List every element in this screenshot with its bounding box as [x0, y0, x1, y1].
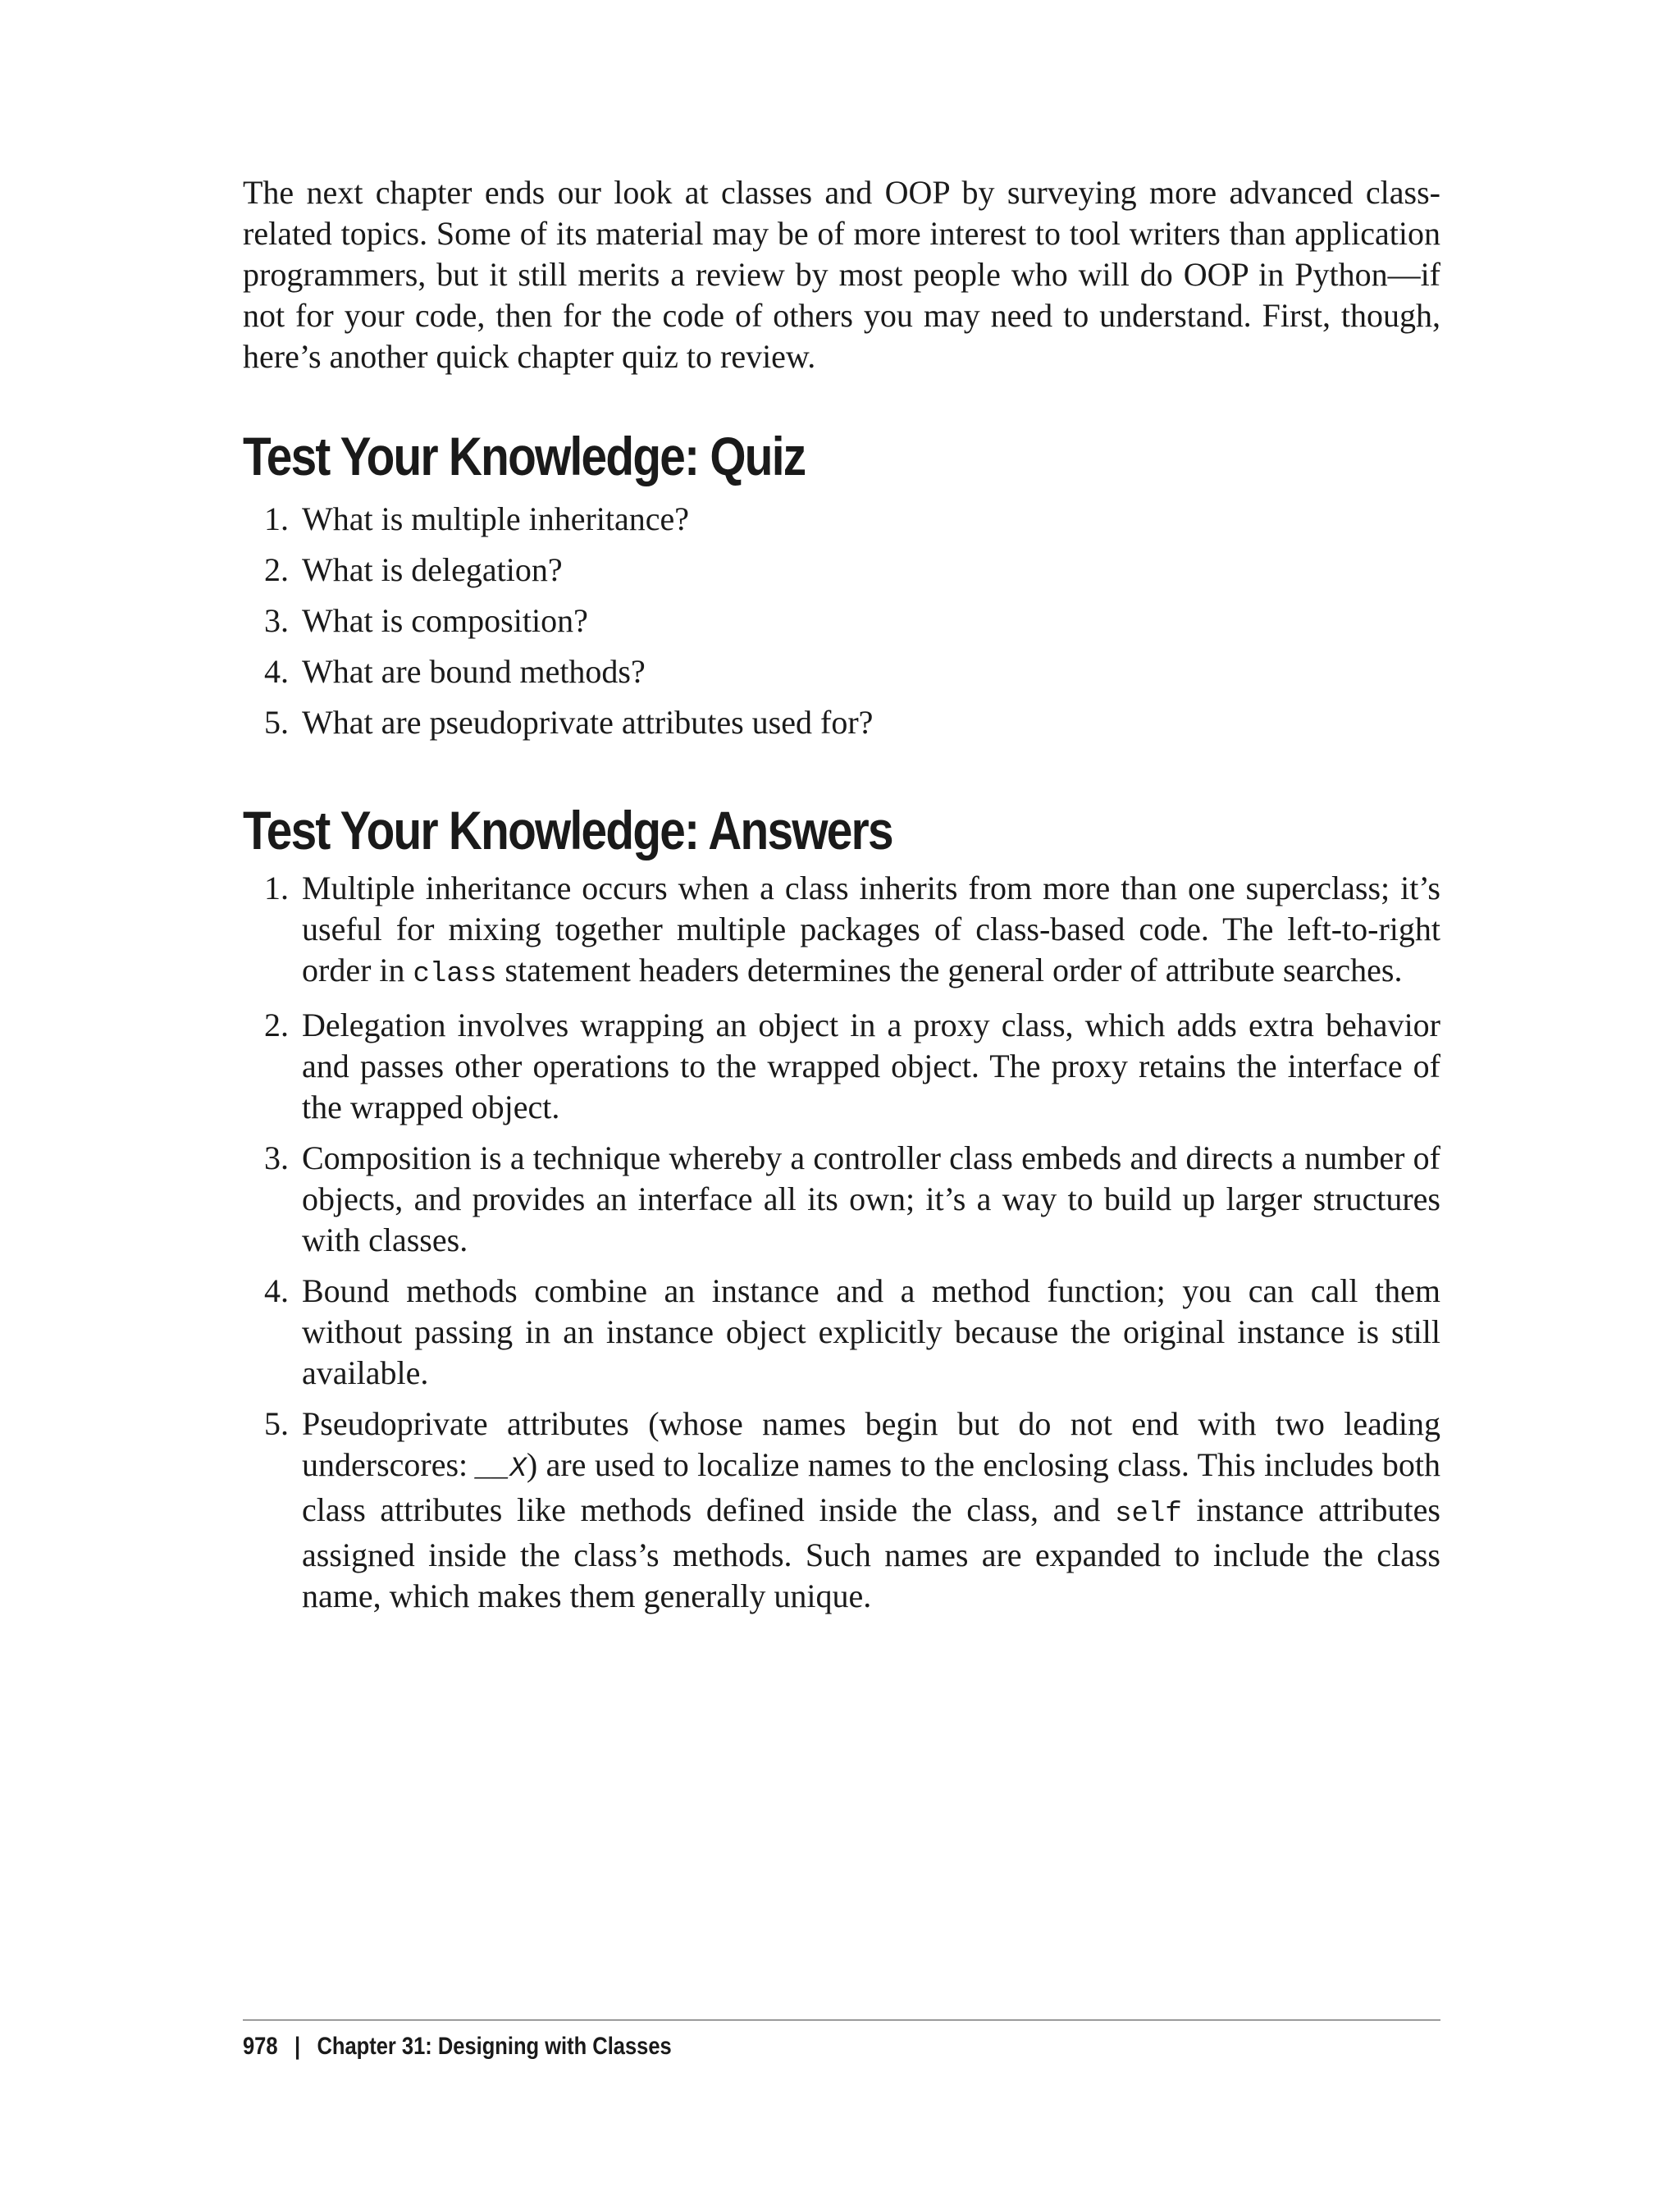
answer-text: Composition is a technique whereby a controller class embeds and directs a number of objects, and provides an interface all its own; it’s a way to build up larger structures with classes. [302, 1139, 1440, 1258]
answer-item [243, 1005, 1440, 1128]
quiz-item-text: What are bound methods? [302, 653, 646, 690]
page-number: 978 [243, 2033, 278, 2060]
answer-item-number: 2 . [256, 1005, 289, 1046]
inline-code: __X [476, 1454, 527, 1485]
quiz-item [243, 545, 1440, 596]
answers-heading: Test Your Knowledge: Answers [243, 800, 892, 861]
answer-text: Pseudoprivate attributes (whose names begin but do not end with two leading underscores: [302, 1405, 1440, 1483]
page-footer [243, 2033, 672, 2061]
answer-text: Multiple inheritance occurs when a class inherits from more than one superclass; it’s useful for mixing together multiple packages of class-based code. The left-to-right order in [302, 870, 1440, 988]
quiz-item-number: 1 . [256, 494, 289, 545]
quiz-item [243, 646, 1440, 697]
quiz-item-text: What is composition? [302, 602, 588, 639]
quiz-item [243, 494, 1440, 545]
quiz-item-number: 3 . [256, 596, 289, 646]
answer-item-number: 1 . [256, 868, 289, 909]
answer-item [243, 1404, 1440, 1617]
intro-paragraph: The next chapter ends our look at classes and OOP by surveying more advanced class-related topics. Some of its material may be of more interest to tool writers than application programmers, but it still merits a review by most people who will do OOP in Python—if not for your code, then for the code of others you may need to understand. First, though, here’s another quick chapter quiz to review. [243, 174, 1440, 375]
quiz-item-text: What are pseudoprivate attributes used for? [302, 704, 874, 741]
answer-text: statement headers determines the general order of attribute searches. [496, 952, 1403, 988]
answer-item-number: 4 . [256, 1271, 289, 1312]
inline-code: class [413, 959, 497, 990]
quiz-item-number: 5 . [256, 697, 289, 748]
answer-item-number: 3 . [256, 1138, 289, 1179]
chapter-title: Chapter 31: Designing with Classes [317, 2033, 672, 2060]
quiz-item-text: What is multiple inheritance? [302, 500, 690, 537]
footer-separator: | [294, 2033, 301, 2060]
answer-item [243, 1138, 1440, 1261]
quiz-heading: Test Your Knowledge: Quiz [243, 426, 806, 486]
quiz-item [243, 596, 1440, 646]
answer-item [243, 868, 1440, 995]
quiz-list [243, 494, 1440, 748]
quiz-item [243, 697, 1440, 748]
quiz-item-number: 4 . [256, 646, 289, 697]
quiz-item-number: 2 . [256, 545, 289, 596]
inline-code: self [1115, 1499, 1182, 1530]
answers-list [243, 868, 1440, 1617]
answer-text: Bound methods combine an instance and a method function; you can call them without passing in an instance object explicitly because the original instance is still available. [302, 1272, 1440, 1391]
answer-item [243, 1271, 1440, 1394]
answer-text: instance attributes assigned inside the class’s methods. Such names are expanded to include the class name, which makes them generally unique. [302, 1491, 1440, 1614]
answer-item-number: 5 . [256, 1404, 289, 1445]
page-content [243, 172, 1440, 1627]
answer-text: ) are used to localize names to the enclosing class. This includes both class attributes like methods defined inside the class, and [302, 1446, 1440, 1528]
quiz-item-text: What is delegation? [302, 551, 563, 588]
answer-text: Delegation involves wrapping an object in a proxy class, which adds extra behavior and passes other operations to the wrapped object. The proxy retains the interface of the wrapped object. [302, 1007, 1440, 1125]
